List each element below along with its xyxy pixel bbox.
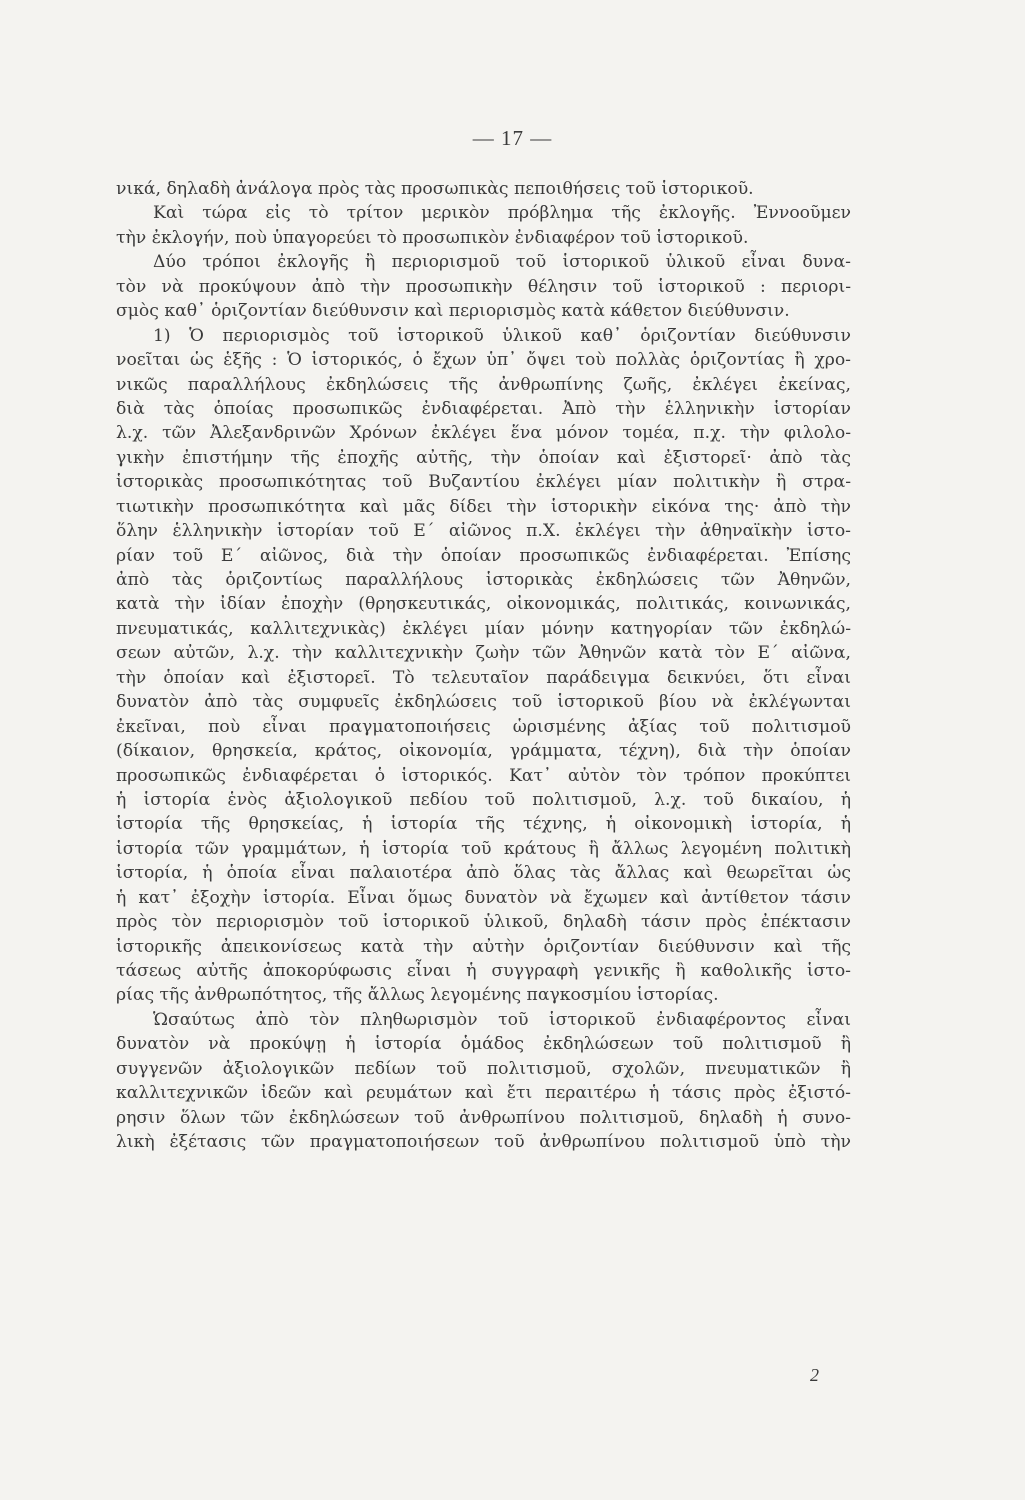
text-line: ἐκεῖναι, ποὺ εἶναι πραγματοποιήσεις ὡρισμένης ἀξίας τοῦ πολιτισμοῦ — [116, 716, 851, 737]
text-line: ἱστορία τῶν γραμμάτων, ἡ ἱστορία τοῦ κράτους ἢ ἄλλως λεγομένη πολιτικὴ — [116, 838, 851, 859]
text-line: κατὰ τὴν ἰδίαν ἐποχὴν (θρησκευτικάς, οἰκονομικάς, πολιτικάς, κοινωνικάς, — [116, 594, 851, 615]
text-line: (δίκαιον, θρησκεία, κράτος, οἰκονομία, γράμματα, τέχνη), διὰ τὴν ὁποίαν — [116, 741, 851, 762]
signature-mark: 2 — [810, 1365, 819, 1385]
text-line: Ὡσαύτως ἀπὸ τὸν πληθωρισμὸν τοῦ ἱστορικοῦ ἐνδιαφέροντος εἶναι — [153, 1009, 851, 1030]
text-line: ἱστορία τῆς θρησκείας, ἡ ἱστορία τῆς τέχνης, ἡ οἰκονομικὴ ἱστορία, ἡ — [116, 814, 851, 835]
text-line: ρίαν τοῦ Ε΄ αἰῶνος, διὰ τὴν ὁποίαν προσωπικῶς ἐνδιαφέρεται. Ἐπίσης — [116, 545, 851, 566]
text-line: πρὸς τὸν περιορισμὸν τοῦ ἱστορικοῦ ὑλικοῦ, δηλαδὴ τάσιν πρὸς ἐπέκτασιν — [116, 912, 851, 933]
text-line: τάσεως αὐτῆς ἀποκορύφωσις εἶναι ἡ συγγραφὴ γενικῆς ἢ καθολικῆς ἱστο- — [116, 961, 851, 981]
text-line: ἀπὸ τὰς ὁριζοντίως παραλλήλους ἱστορικὰς ἐκδηλώσεις τῶν Ἀθηνῶν, — [116, 570, 851, 590]
text-line: Δύο τρόποι ἐκλογῆς ἢ περιορισμοῦ τοῦ ἱστορικοῦ ὑλικοῦ εἶναι δυνα- — [153, 252, 851, 273]
text-line: διὰ τὰς ὁποίας προσωπικῶς ἐνδιαφέρεται. Ἀπὸ τὴν ἑλληνικὴν ἱστορίαν — [116, 398, 851, 419]
text-line: ἱστορικῆς ἀπεικονίσεως κατὰ τὴν αὐτὴν ὁριζοντίαν διεύθυνσιν καὶ τῆς — [116, 936, 851, 957]
text-line: τὸν νὰ προκύψουν ἀπὸ τὴν προσωπικὴν θέλησιν τοῦ ἱστορικοῦ : περιορι- — [116, 276, 851, 297]
text-line: ρησιν ὅλων τῶν ἐκδηλώσεων τοῦ ἀνθρωπίνου πολιτισμοῦ, δηλαδὴ ἡ συνο- — [116, 1107, 851, 1128]
text-line: σμὸς καθ᾽ ὁριζοντίαν διεύθυνσιν καὶ περιορισμὸς κατὰ κάθετον διεύθυνσιν. — [116, 301, 790, 322]
text-line: νικῶς παραλλήλους ἐκδηλώσεις τῆς ἀνθρωπίνης ζωῆς, ἐκλέγει ἐκείνας, — [116, 374, 851, 395]
text-line: ἱστορία, ἡ ὁποία εἶναι παλαιοτέρα ἀπὸ ὅλας τὰς ἄλλας καὶ θεωρεῖται ὡς — [116, 863, 851, 884]
text-line: λικὴ ἐξέτασις τῶν πραγματοποιήσεων τοῦ ἀνθρωπίνου πολιτισμοῦ ὑπὸ τὴν — [116, 1132, 851, 1153]
text-line: τὴν ὁποίαν καὶ ἐξιστορεῖ. Τὸ τελευταῖον παράδειγμα δεικνύει, ὅτι εἶναι — [116, 667, 851, 688]
text-line: καλλιτεχνικῶν ἰδεῶν καὶ ρευμάτων καὶ ἔτι περαιτέρω ἡ τάσις πρὸς ἐξιστό- — [116, 1083, 851, 1104]
text-line: δυνατὸν ἀπὸ τὰς συμφυεῖς ἐκδηλώσεις τοῦ ἱστορικοῦ βίου νὰ ἐκλέγωνται — [116, 692, 851, 713]
text-line: Καὶ τώρα εἰς τὸ τρίτον μερικὸν πρόβλημα τῆς ἐκλογῆς. Ἐννοοῦμεν — [153, 203, 851, 224]
text-line: νοεῖται ὡς ἑξῆς : Ὁ ἱστορικός, ὁ ἔχων ὑπ᾽ ὄψει τοὺ πολλὰς ὁριζοντίας ἢ χρο- — [116, 350, 851, 371]
text-line: τιωτικὴν προσωπικότητα καὶ μᾶς δίδει τὴν ἱστορικὴν εἰκόνα της· ἀπὸ τὴν — [116, 496, 851, 517]
text-line: ρίας τῆς ἀνθρωπότητος, τῆς ἄλλως λεγομένης παγκοσμίου ἱστορίας. — [116, 985, 719, 1006]
text-line: δυνατὸν νὰ προκύψῃ ἡ ἱστορία ὁμάδος ἐκδηλώσεων τοῦ πολιτισμοῦ ἢ — [116, 1034, 851, 1055]
text-line: 1) Ὁ περιορισμὸς τοῦ ἱστορικοῦ ὑλικοῦ καθ᾽ ὁριζοντίαν διεύθυνσιν — [153, 325, 851, 346]
text-line: λ.χ. τῶν Ἀλεξανδρινῶν Χρόνων ἐκλέγει ἕνα μόνον τομέα, π.χ. τὴν φιλολο- — [116, 423, 851, 444]
text-line: προσωπικῶς ἐνδιαφέρεται ὁ ἱστορικός. Κατ᾽ αὐτὸν τὸν τρόπον προκύπτει — [116, 765, 851, 786]
text-line: σεων αὐτῶν, λ.χ. τὴν καλλιτεχνικὴν ζωὴν τῶν Ἀθηνῶν κατὰ τὸν Ε΄ αἰῶνα, — [116, 643, 851, 664]
text-line: ἡ ἱστορία ἑνὸς ἀξιολογικοῦ πεδίου τοῦ πολιτισμοῦ, λ.χ. τοῦ δικαίου, ἡ — [116, 789, 851, 810]
page-number: — 17 — — [472, 126, 553, 150]
text-line: πνευματικάς, καλλιτεχνικὰς) ἐκλέγει μίαν μόνην κατηγορίαν τῶν ἐκδηλώ- — [116, 618, 851, 639]
text-line: νικά, δηλαδὴ ἀνάλογα πρὸς τὰς προσωπικὰς πεποιθήσεις τοῦ ἱστορικοῦ. — [116, 179, 754, 199]
body-text — [116, 177, 851, 1155]
text-line: ὅλην ἑλληνικὴν ἱστορίαν τοῦ Ε΄ αἰῶνος π.Χ. ἐκλέγει τὴν ἀθηναϊκὴν ἱστο- — [116, 521, 851, 542]
text-line: ἱστορικὰς προσωπικότητας τοῦ Βυζαντίου ἐκλέγει μίαν πολιτικὴν ἢ στρα- — [116, 472, 851, 493]
text-line: γικὴν ἐπιστήμην τῆς ἐποχῆς αὐτῆς, τὴν ὁποίαν καὶ ἐξιστορεῖ· ἀπὸ τὰς — [116, 447, 851, 468]
text-line: τὴν ἐκλογήν, ποὺ ὑπαγορεύει τὸ προσωπικὸν ἐνδιαφέρον τοῦ ἱστορικοῦ. — [116, 227, 749, 248]
text-line: συγγενῶν ἀξιολογικῶν πεδίων τοῦ πολιτισμοῦ, σχολῶν, πνευματικῶν ἢ — [116, 1058, 851, 1079]
text-line: ἡ κατ᾽ ἐξοχὴν ἱστορία. Εἶναι ὅμως δυνατὸν νὰ ἔχωμεν καὶ ἀντίθετον τάσιν — [116, 887, 851, 908]
